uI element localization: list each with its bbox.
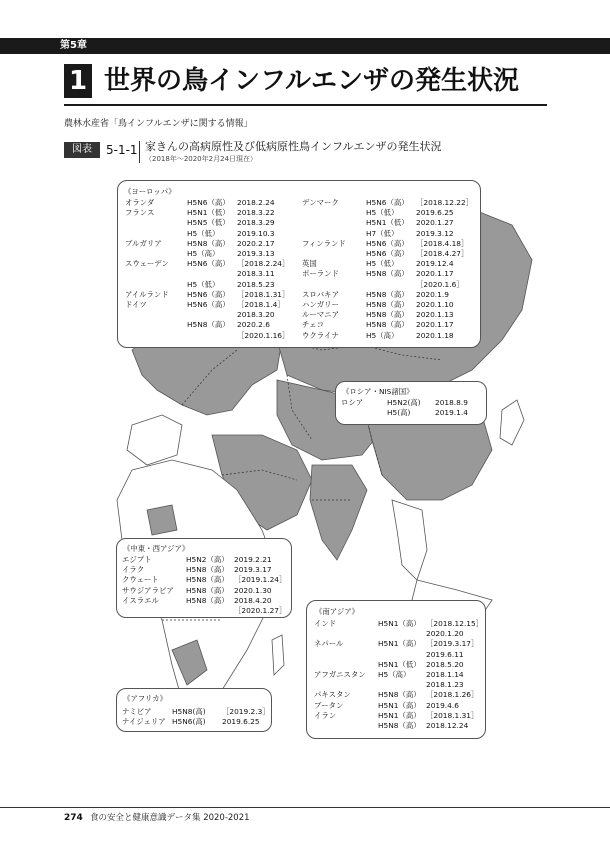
row-type: H5N6（高） — [366, 249, 409, 258]
row-type: H5N1（高） — [378, 700, 421, 710]
row-type: H5（高） — [378, 670, 411, 679]
row-type: H5N1（低） — [378, 659, 421, 669]
africa-heading: 《アフリカ》 — [123, 694, 167, 703]
row-country: イラン — [314, 710, 337, 720]
row-country: フランス — [125, 208, 155, 218]
row-type: H5N1（低） — [187, 208, 230, 218]
row-type: H5N8（高） — [186, 565, 229, 575]
row-type: H5N8（高） — [366, 300, 409, 309]
figure-subtitle: （2018年～2020年2月24日現在） — [145, 155, 257, 163]
row-date: 2019.3.13 — [237, 249, 275, 258]
row-date: 2018.1.23 — [426, 680, 464, 690]
row-date: 2018.2.24 — [237, 198, 275, 207]
row-type: H5N8(高) — [172, 707, 206, 716]
row-date: 2018.3.22 — [237, 208, 275, 218]
row-date: ［2019.3.17］ — [426, 639, 479, 649]
row-type: H5（高） — [366, 330, 399, 340]
row-date: ［2018.4.18］ — [416, 238, 469, 248]
row-type: H5N8（高） — [186, 575, 229, 585]
figure-separator — [139, 141, 140, 163]
row-country: インド — [314, 619, 337, 628]
row-type: H5N8（高） — [366, 269, 409, 279]
row-date: 2020.1.30 — [234, 585, 272, 595]
section-rule — [64, 104, 547, 106]
row-date: 2019.4.6 — [426, 700, 459, 710]
row-date: ［2019.2.3］ — [222, 707, 270, 716]
row-country: パキスタン — [314, 690, 351, 700]
row-date: 2018.3.29 — [237, 218, 275, 228]
row-date: ［2018.4.27］ — [416, 249, 469, 258]
row-country: ブルガリア — [125, 238, 162, 248]
row-date: 2018.5.23 — [237, 279, 275, 289]
page-number: 274 — [64, 813, 83, 823]
row-date: ［2019.1.24］ — [234, 575, 287, 585]
footer-rule — [0, 807, 610, 808]
row-date: 2019.6.11 — [426, 649, 464, 659]
row-date: 2018.5.20 — [426, 659, 464, 669]
row-type: H5N1（高） — [378, 639, 421, 649]
footer-title: 食の安全と健康意識データ集 2020-2021 — [90, 813, 250, 823]
row-date: 2018.4.20 — [234, 595, 272, 605]
europe-heading: 《ヨーロッパ》 — [124, 187, 176, 196]
figure-number: 5-1-1 — [106, 143, 138, 157]
row-date: 2019.1.4 — [435, 408, 468, 418]
row-date: 2020.1.18 — [416, 330, 454, 340]
row-type: H5（低） — [366, 259, 399, 269]
row-date: 2020.1.20 — [426, 629, 464, 639]
row-date: 2019.3.17 — [234, 565, 272, 575]
row-type: H5N8（高） — [366, 310, 409, 320]
row-type: H5N1（低） — [366, 218, 409, 228]
row-type: H5N6（高） — [187, 300, 230, 309]
section-title: 世界の鳥インフルエンザの発生状況 — [104, 66, 519, 96]
row-country: ブータン — [314, 700, 344, 710]
row-country: スウェーデン — [125, 259, 169, 269]
row-date: 2020.2.6 — [237, 320, 270, 330]
row-date: 2019.2.21 — [234, 555, 272, 564]
row-type: H5N2(高) — [387, 398, 421, 407]
row-type: H5N8（高） — [186, 595, 229, 605]
row-country: ナミビア — [122, 707, 152, 716]
row-date: 2020.1.27 — [416, 218, 454, 228]
row-date: ［2020.1.27］ — [234, 606, 287, 615]
row-date: 2020.1.17 — [416, 269, 454, 279]
row-date: 2020.1.13 — [416, 310, 454, 320]
row-type: H5（低） — [366, 208, 399, 218]
row-country: ハンガリー — [302, 300, 339, 309]
row-type: H5N5（低） — [187, 218, 230, 228]
row-date: ［2018.2.24］ — [237, 259, 290, 269]
row-type: H5N8（高） — [366, 320, 409, 330]
row-date: 2020.1.9 — [416, 289, 449, 299]
row-date: ［2018.1.31］ — [426, 710, 479, 720]
row-country: イスラエル — [122, 595, 159, 605]
row-country: デンマーク — [302, 198, 339, 207]
row-country: クウェート — [122, 575, 159, 585]
row-country: ロシア — [341, 398, 364, 407]
row-type: H5N6（高） — [366, 238, 409, 248]
chapter-bar — [0, 38, 610, 54]
row-type: H5N6（高） — [366, 198, 409, 207]
row-date: 2019.10.3 — [237, 228, 275, 238]
row-country: フィンランド — [302, 238, 346, 248]
row-country: ウクライナ — [302, 330, 339, 340]
row-date: ［2018.1.31］ — [237, 289, 290, 299]
row-date: ［2018.12.15］ — [426, 619, 484, 628]
row-date: ［2020.1.16］ — [237, 330, 290, 340]
row-country: ナイジェリア — [122, 717, 166, 727]
row-date: 2020.2.17 — [237, 238, 275, 248]
row-type: H5N8（高） — [187, 320, 230, 330]
figure-label: 図表 — [64, 142, 100, 158]
row-country: チェコ — [302, 320, 324, 330]
figure-title: 家きんの高病原性及び低病原性鳥インフルエンザの発生状況 — [145, 140, 442, 153]
row-country: イラク — [122, 565, 145, 575]
row-date: 2018.1.14 — [426, 670, 464, 679]
row-country: ルーマニア — [302, 310, 339, 320]
row-type: H5N6（高） — [187, 198, 230, 207]
middle-east-heading: 《中東・西アジア》 — [123, 544, 190, 553]
row-type: H5N1（高） — [378, 619, 421, 628]
section-number: 1 — [64, 64, 92, 98]
row-date: 2019.12.4 — [416, 259, 454, 269]
row-date: ［2018.1.26］ — [426, 690, 479, 700]
row-type: H5（低） — [187, 228, 220, 238]
row-type: H5N1（高） — [378, 710, 421, 720]
row-type: H7（低） — [366, 228, 399, 238]
row-date: ［2020.1.6］ — [416, 279, 464, 289]
row-type: H5N6(高) — [172, 717, 206, 727]
row-type: H5N8（高） — [378, 690, 421, 700]
row-type: H5（高） — [187, 249, 220, 258]
row-type: H5N8（高） — [187, 238, 230, 248]
row-country: ドイツ — [125, 300, 147, 309]
row-date: 2018.12.24 — [426, 721, 469, 730]
row-type: H5N6（高） — [187, 289, 230, 299]
row-country: ネパール — [314, 639, 344, 649]
row-date: 2018.3.20 — [237, 310, 275, 320]
row-country: アフガニスタン — [314, 670, 366, 679]
row-country: アイルランド — [125, 289, 169, 299]
row-type: H5N2（高） — [186, 555, 229, 564]
row-date: 2019.3.12 — [416, 228, 454, 238]
row-type: H5N8（高） — [366, 289, 409, 299]
row-country: オランダ — [125, 198, 155, 207]
row-type: H5(高) — [387, 408, 411, 418]
row-country: ポーランド — [302, 269, 339, 279]
row-type: H5N6（高） — [187, 259, 230, 269]
chapter-label: 第5章 — [60, 40, 87, 51]
row-country: エジプト — [122, 555, 152, 564]
row-date: 2020.1.10 — [416, 300, 454, 309]
row-date: ［2018.1.4］ — [237, 300, 285, 309]
row-date: 2020.1.17 — [416, 320, 454, 330]
row-date: 2018.8.9 — [435, 398, 468, 407]
row-country: 英国 — [302, 259, 317, 269]
row-date: ［2018.12.22］ — [416, 198, 474, 207]
russia-heading: 《ロシア・NIS諸国》 — [342, 387, 414, 396]
row-date: 2018.3.11 — [237, 269, 275, 279]
row-type: H5N8（高） — [186, 585, 229, 595]
row-type: H5N8（高） — [378, 721, 421, 730]
row-country: サウジアラビア — [122, 585, 174, 595]
south-asia-heading: 《南アジア》 — [315, 607, 360, 616]
source-note: 農林水産省「鳥インフルエンザに関する情報」 — [64, 119, 253, 129]
row-date: 2019.6.25 — [222, 717, 260, 727]
row-type: H5（低） — [187, 279, 220, 289]
row-country: スロバキア — [302, 289, 339, 299]
row-date: 2019.6.25 — [416, 208, 454, 218]
